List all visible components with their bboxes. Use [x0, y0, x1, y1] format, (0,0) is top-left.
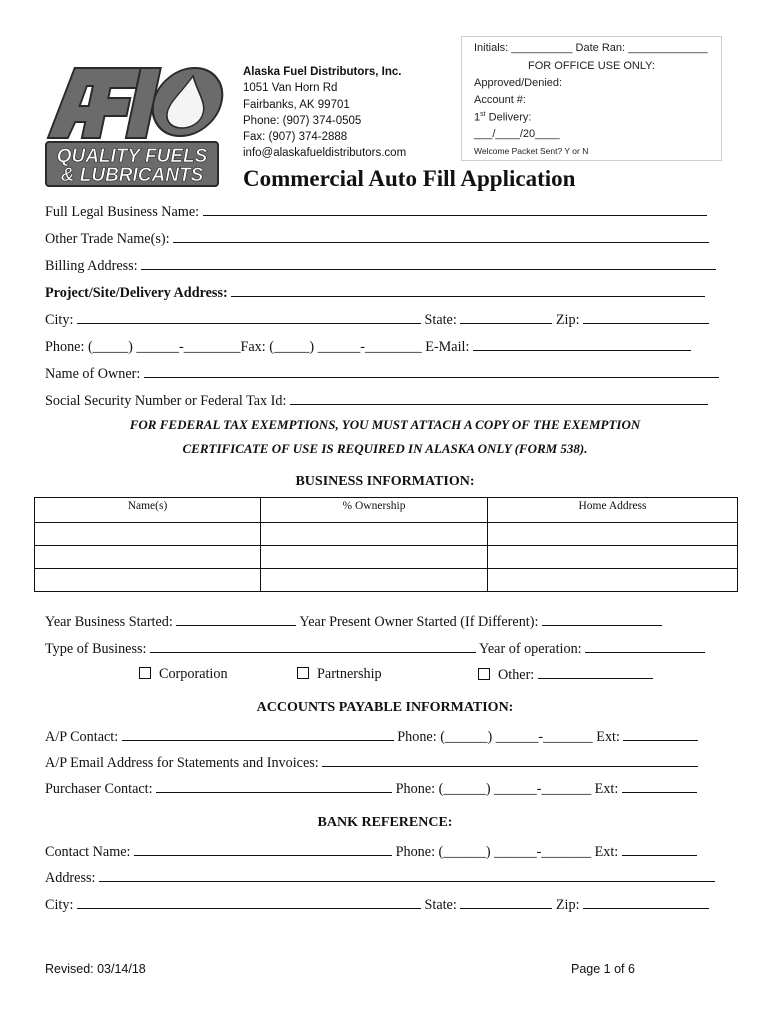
field-years — [45, 612, 662, 631]
input-project[interactable] — [231, 283, 705, 297]
label-partnership: Partnership — [317, 666, 382, 682]
input-trade-names[interactable] — [173, 229, 709, 243]
field-bank-address — [45, 868, 715, 887]
label-corporation: Corporation — [159, 666, 228, 682]
company-info — [243, 64, 406, 162]
office-delivery-label: Delivery: — [485, 111, 532, 124]
label-legal-name: Full Legal Business Name: — [45, 204, 203, 220]
ap-heading: ACCOUNTS PAYABLE INFORMATION: — [256, 700, 514, 715]
input-bank-zip[interactable] — [583, 895, 709, 909]
label-phone-fax: Phone: (_____) ______-________Fax: (_____) ______-________ E-Mail: — [45, 339, 473, 355]
revised-date: Revised: 03/14/18 — [45, 962, 146, 976]
option-corporation[interactable] — [139, 665, 228, 683]
table-row — [35, 569, 738, 592]
input-year-operation[interactable] — [585, 639, 705, 653]
input-zip[interactable] — [583, 310, 709, 324]
input-purchaser[interactable] — [156, 779, 392, 793]
office-header: FOR OFFICE USE ONLY: — [528, 60, 655, 72]
field-bank-contact — [45, 842, 697, 861]
input-owner[interactable] — [144, 364, 719, 378]
cell-ownership[interactable] — [261, 569, 488, 592]
label-purchaser-phone: Phone: (______) ______-_______ Ext: — [392, 781, 622, 797]
input-bank-ext[interactable] — [622, 842, 697, 856]
other-checkbox[interactable] — [478, 668, 490, 680]
label-year-started: Year Business Started: — [45, 614, 177, 630]
input-ap-email[interactable] — [322, 753, 698, 767]
input-ap-ext[interactable] — [623, 727, 698, 741]
label-bank-city: City: — [45, 897, 77, 913]
input-billing[interactable] — [141, 256, 716, 270]
logo-af-letters — [48, 68, 141, 138]
input-bank-city[interactable] — [77, 895, 421, 909]
col-names: Name(s) — [35, 498, 261, 523]
label-type: Type of Business: — [45, 641, 151, 657]
label-state: State: — [420, 312, 461, 328]
field-ap-email — [45, 753, 698, 772]
label-other: Other: — [498, 667, 538, 683]
office-use-box — [461, 36, 722, 161]
label-bank-zip: Zip: — [552, 897, 584, 913]
label-ap-email: A/P Email Address for Statements and Invoices: — [45, 755, 323, 771]
cell-address[interactable] — [488, 546, 738, 569]
label-bank-contact: Contact Name: — [45, 844, 135, 860]
tax-notice-line2: CERTIFICATE OF USE IS REQUIRED IN ALASKA ONLY (FORM 538). — [182, 441, 588, 456]
label-ap-contact: A/P Contact: — [45, 729, 122, 745]
tax-notice-line1: FOR FEDERAL TAX EXEMPTIONS, YOU MUST ATTACH A COPY OF THE EXEMPTION — [129, 417, 641, 432]
label-year-operation: Year of operation: — [476, 641, 586, 657]
label-bank-phone: Phone: (______) ______-_______ Ext: — [392, 844, 622, 860]
input-bank-contact[interactable] — [134, 842, 392, 856]
field-phone-fax-email — [45, 337, 691, 356]
field-ap-contact — [45, 727, 698, 746]
input-type[interactable] — [150, 639, 476, 653]
office-welcome: Welcome Packet Sent? Y or N — [474, 146, 589, 156]
office-delivery-sup: st — [480, 111, 486, 118]
office-initials: Initials: __________ Date Ran: _____________ — [474, 42, 708, 54]
page-title: Commercial Auto Fill Application — [243, 166, 576, 191]
label-ssn: Social Security Number or Federal Tax Id: — [45, 393, 290, 409]
cell-ownership[interactable] — [261, 546, 488, 569]
cell-address[interactable] — [488, 523, 738, 546]
option-partnership[interactable] — [297, 665, 382, 683]
input-state[interactable] — [460, 310, 552, 324]
label-bank-address: Address: — [45, 870, 99, 886]
field-city-state-zip — [45, 310, 709, 329]
company-fax: Fax: (907) 374-2888 — [243, 131, 348, 144]
field-bank-city-state-zip — [45, 895, 709, 914]
field-purchaser — [45, 779, 697, 798]
office-approved: Approved/Denied: — [474, 77, 563, 89]
table-row — [35, 546, 738, 569]
input-city[interactable] — [77, 310, 421, 324]
company-email: info@alaskafueldistributors.com — [243, 147, 407, 160]
label-owner: Name of Owner: — [45, 366, 144, 382]
table-row — [35, 523, 738, 546]
field-type — [45, 639, 705, 658]
logo-line2: & LUBRICANTS — [60, 165, 204, 186]
partnership-checkbox[interactable] — [297, 667, 309, 679]
company-name: Alaska Fuel Distributors, Inc. — [243, 66, 402, 78]
input-ap-contact[interactable] — [122, 727, 394, 741]
cell-name[interactable] — [35, 569, 261, 592]
bank-heading: BANK REFERENCE: — [317, 815, 453, 830]
col-home-address: Home Address — [488, 498, 738, 523]
cell-name[interactable] — [35, 546, 261, 569]
input-bank-address[interactable] — [99, 868, 715, 882]
option-other[interactable] — [478, 665, 653, 684]
col-ownership: % Ownership — [261, 498, 488, 523]
office-account: Account #: — [474, 94, 526, 106]
cell-ownership[interactable] — [261, 523, 488, 546]
business-heading: BUSINESS INFORMATION: — [295, 474, 475, 489]
input-year-started[interactable] — [176, 612, 296, 626]
corporation-checkbox[interactable] — [139, 667, 151, 679]
label-zip: Zip: — [552, 312, 584, 328]
label-ap-phone: Phone: (______) ______-_______ Ext: — [393, 729, 624, 745]
office-date-blank: ___/____/20____ — [474, 128, 560, 140]
table-header-row — [35, 498, 738, 523]
label-bank-state: State: — [420, 897, 461, 913]
label-billing: Billing Address: — [45, 258, 142, 274]
field-legal-name — [45, 202, 707, 221]
field-trade-names — [45, 229, 709, 248]
label-purchaser: Purchaser Contact: — [45, 781, 157, 797]
input-year-owner[interactable] — [542, 612, 662, 626]
cell-address[interactable] — [488, 569, 738, 592]
input-purchaser-ext[interactable] — [622, 779, 697, 793]
office-delivery-num: 1 — [474, 111, 481, 124]
input-legal-name[interactable] — [203, 202, 707, 216]
label-project: Project/Site/Delivery Address: — [45, 285, 228, 301]
input-ssn[interactable] — [290, 391, 708, 405]
field-ssn — [45, 391, 708, 410]
page-number: Page 1 of 6 — [571, 962, 635, 976]
label-city: City: — [45, 312, 77, 328]
office-delivery — [474, 111, 531, 124]
input-bank-state[interactable] — [460, 895, 552, 909]
business-table — [34, 497, 738, 592]
input-email[interactable] — [473, 337, 691, 351]
cell-name[interactable] — [35, 523, 261, 546]
field-owner — [45, 364, 719, 383]
company-logo — [42, 62, 228, 190]
field-project — [45, 283, 705, 302]
input-other[interactable] — [538, 665, 653, 679]
company-phone: Phone: (907) 374-0505 — [243, 114, 362, 127]
logo-line1: QUALITY FUELS — [56, 146, 208, 167]
field-billing — [45, 256, 716, 275]
label-year-owner: Year Present Owner Started (If Different): — [296, 614, 542, 630]
company-city: Fairbanks, AK 99701 — [243, 98, 350, 111]
label-trade-names: Other Trade Name(s): — [45, 231, 174, 247]
company-address: 1051 Van Horn Rd — [243, 82, 338, 95]
